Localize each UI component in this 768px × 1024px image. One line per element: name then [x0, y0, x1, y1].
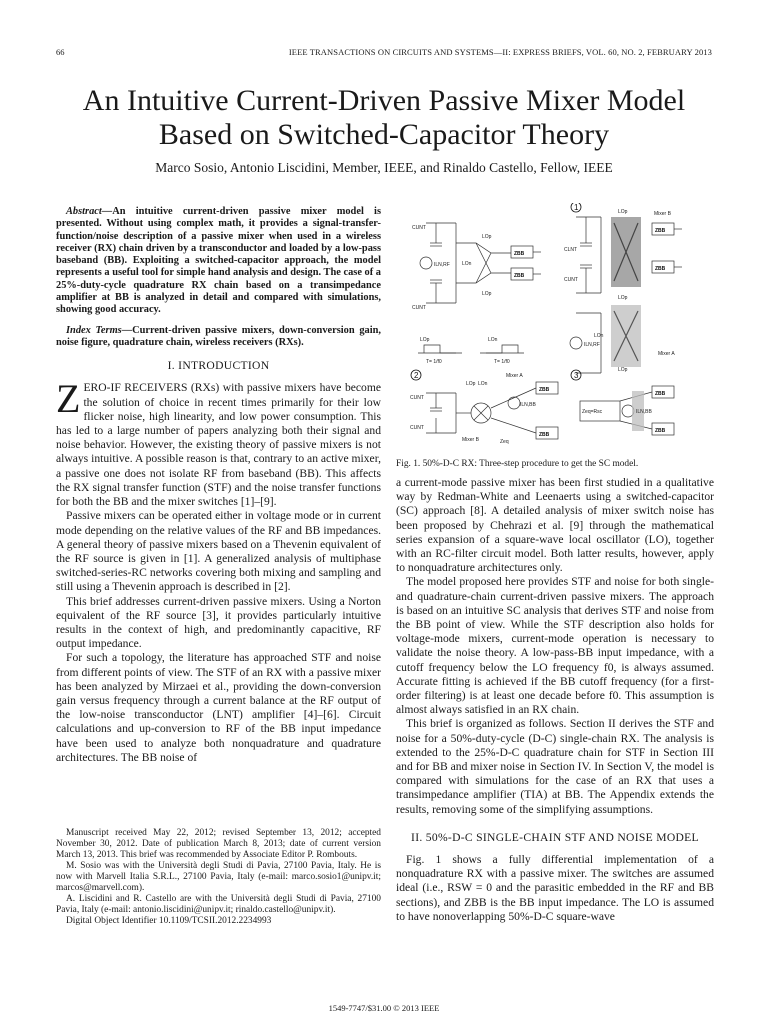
fig-label-period-1: T= 1/f0 — [426, 359, 442, 365]
fig-label-lop-1: LOp — [482, 234, 492, 240]
section-2-heading: II. 50%-D-C SINGLE-CHAIN STF AND NOISE MODEL — [411, 830, 699, 844]
intro-paragraph-4: For such a topology, the literature has approached STF and noise from different points of view. The STF of an RX with a passive mixer has been analyzed by Mirzaei et al., providing the down-conversion gain versus frequency through a current balance at the RF output of the low-noise transconductor (LNT) amplifier [4]–[6]. Circuit calculations and up-conversion to RF of the BB input impedance have been used to analyze both nonquadrature and quadrature architectures. The BB noise of — [56, 651, 381, 764]
fig-label-cunt-4: CUNT — [410, 395, 424, 401]
title-line-1: An Intuitive Current-Driven Passive Mixer Model — [82, 84, 686, 117]
fig-label-lop-3: LOp — [618, 209, 628, 215]
fig-label-cunt-5: CUNT — [410, 425, 424, 431]
fig-label-zbb-6: ZBB — [539, 432, 550, 438]
title-line-2: Based on Switched-Capacitor Theory — [158, 118, 610, 151]
fig-label-zbb-3: ZBB — [655, 228, 666, 234]
fig-label-lop-4: LOp — [618, 295, 628, 301]
fig-label-mixer-a-2: Mixer A — [506, 373, 523, 379]
intro-paragraph-3: This brief addresses current-driven passive mixers. Using a Norton equivalent of the RF source [3], it provides particularly intuitive results in the context of high, and predominantly capacitive, RF output impedance. — [56, 594, 381, 651]
paper-title — [40, 84, 728, 152]
fig-label-lon-3: LOn — [478, 381, 488, 387]
fig-label-zbb-4: ZBB — [655, 266, 666, 272]
fig-label-zeq: Zeq — [500, 439, 509, 445]
intro-paragraph-1: ZERO-IF RECEIVERS (RXs) with passive mixers have become the solution of choice in recent times primarily for their low flicker noise, high linearity, and low power consumption. This has led to a large number of papers analyzing both their signal and noise behavior. However, the existing theory of passive mixers is not always intuitive. A possible reason is that, contrary to an active mixer, a passive one does not isolate RF from baseband (BB). This affects the RX signal transfer function (STF) and the noise transfer functions for both the BB and the mixer switches [1]–[9]. — [56, 376, 381, 509]
fig-label-mixer-b-2: Mixer B — [462, 437, 479, 443]
fig-label-zbb-2: ZBB — [514, 273, 525, 279]
fig-step-3: 3 — [574, 371, 579, 380]
index-terms — [56, 325, 381, 350]
fig-label-zbb-1: ZBB — [514, 251, 525, 257]
abstract-lead: Abstract— — [66, 206, 113, 217]
fig-label-lon-wave: LOn — [488, 337, 498, 343]
journal-header: IEEE TRANSACTIONS ON CIRCUITS AND SYSTEMS—II: EXPRESS BRIEFS, VOL. 60, NO. 2, FEBRUARY 2013 — [288, 47, 712, 57]
footnote-manuscript: Manuscript received May 22, 2012; revised September 13, 2012; accepted November 30, 2012. Date of publication March 8, 2013; date of current version March 13, 2013. This brief was recommended by Associate Editor P. Rombouts. — [56, 828, 381, 860]
fig-label-mixer-a: Mixer A — [658, 351, 675, 357]
fig-step-1: 1 — [574, 203, 579, 212]
footnote-liscidini-castello: A. Liscidini and R. Castello are with the Università degli Studi di Pavia, 27100 Pavia, Italy (e-mail: antonio.liscidini@unipv.it; rinaldo.castello@unipv.it). — [56, 894, 381, 915]
index-terms-lead: Index Terms— — [66, 324, 133, 336]
fig-label-lop-6: LOp — [466, 381, 476, 387]
fig-label-ilnbb-2: ILN,BB — [636, 409, 652, 415]
fig-label-cunt-2: CUNT — [412, 305, 426, 311]
fig-label-lon-2: LOn — [594, 333, 604, 339]
figure-1-schematic — [396, 203, 718, 451]
intro-paragraph-2: Passive mixers can be operated either in voltage mode or in current mode depending on the relative values of the RF and BB impedances. A general theory of passive mixers based on a Thevenin equivalent of the RF source is given in [1]. A generalized analysis of multiphase switched-series-RC networks covering both mixing and sampling and still using a Thevenin approach is described in [2]. — [56, 509, 381, 594]
fig-label-cunt-3: CUNT — [564, 277, 578, 283]
right-column — [396, 476, 714, 924]
footnote-sosio: M. Sosio was with the Università degli Studi di Pavia, 27100 Pavia, Italy. He is now with Marvell Italia S.R.L., 27100 Pavia, Italy (e-mail: marco.sosio1@unipv.it; marcos@marvell.com). — [56, 861, 381, 893]
left-column — [56, 206, 381, 765]
fig-label-lop-5: LOp — [618, 367, 628, 373]
fig-label-mixer-b: Mixer B — [654, 211, 671, 217]
section-2-paragraph: Fig. 1 shows a fully differential implementation of a nonquadrature RX with a passive mixer. The switches are assumed ideal (i.e., RSW = 0 and the parasitic embedded in the RF and BB sections), and ZBB is the BB input impedance. The LO is assumed to have nonoverlapping 50%-D-C square-wave — [396, 853, 714, 923]
right-paragraph-3: This brief is organized as follows. Section II derives the STF and noise for a 50%-duty-cycle (D-C) single-chain RX. The analysis is extended to the 25%-D-C quadrature chain for STF in Section III and for BB and mixer noise in Section IV. In Section V, the model is compared with simulations for the case of an RX that uses a transimpedance amplifier (TIA) at BB. The Appendix extends the results, removing some of the simplifying assumptions. — [396, 717, 714, 816]
fig-label-clnt: CLNT — [564, 247, 578, 253]
footnote-doi: Digital Object Identifier 10.1109/TCSII.2012.2234993 — [66, 916, 272, 926]
fig-label-zbb-7: ZBB — [655, 391, 666, 397]
figure-1-caption: Fig. 1. 50%-D-C RX: Three-step procedure to get the SC model. — [396, 459, 639, 469]
fig-label-ilnbb: ILN,BB — [520, 402, 536, 408]
fig-label-zbb-8: ZBB — [655, 428, 666, 434]
fig-step-2: 2 — [414, 371, 419, 380]
index-terms-text: Current-driven passive mixers, down-conversion gain, noise figure, quadrature chain, wireless receivers (RXs). — [56, 324, 381, 348]
section-1-heading: I. INTRODUCTION — [167, 359, 270, 373]
fig-label-cunt-1: CUNT — [412, 225, 426, 231]
fig-label-period-2: T= 1/f0 — [494, 359, 510, 365]
fig-label-lop-2: LOp — [482, 291, 492, 297]
abstract-text: An intuitive current-driven passive mixer model is presented. Without using complex math, it provides a signal-transfer-function/noise description of a passive mixer when used in a wireless receiver (RX) chain driven by a transconductor and loaded by a low-pass baseband (BB). Exploiting a switched-capacitor approach, the model represents a useful tool for simple hand analysis and design. The case of a 25%-duty-cycle quadrature RX chain based on a transimpedance amplifier at BB is analyzed in detail and compared with simulations, showing good accuracy. — [56, 206, 381, 316]
right-paragraph-1: a current-mode passive mixer has been first studied in a qualitative way by Redman-White and Leenaerts using a switched-capacitor (SC) approach [8]. A detailed analysis of mixer switch noise has been proposed by Chehrazi et al. [9] through the mathematical series expansion of a square-wave local oscillator (LO), together with an RC-filter circuit model. Both latter results, however, apply to nonquadrature architectures only. — [396, 476, 714, 575]
authors: Marco Sosio, Antonio Liscidini, Member, IEEE, and Rinaldo Castello, Fellow, IEEE — [155, 160, 613, 175]
copyright-footer: 1549-7747/$31.00 © 2013 IEEE — [328, 1003, 440, 1013]
abstract — [56, 206, 381, 317]
fig-label-ilnrf-2: ILN,RF — [584, 342, 600, 348]
fig-label-zeq-rsc: Zeq=Rsc — [582, 409, 603, 415]
fig-label-lon-1: LOn — [462, 261, 472, 267]
fig-label-ilnrf: ILN,RF — [434, 262, 450, 268]
right-paragraph-2: The model proposed here provides STF and noise for both single- and quadrature-chain current-driven passive mixers. The approach is based on an intuitive SC analysis that derives STF and noise from the BB point of view. While the STF description also holds for voltage-mode mixers, current-mode operation is necessary to validate the noise theory. A low-pass-BB input impedance, with a cutoff frequency below the LO frequency f0, is always assumed. Accurate fitting is achieved if the BB cutoff frequency (for a first-order filtering) is at least one decade before f0. This assumption is almost always satisfied in an RX chain. — [396, 575, 714, 717]
fig-label-lop-wave: LOp — [420, 337, 430, 343]
fig-label-zbb-5: ZBB — [539, 387, 550, 393]
footnotes — [56, 828, 381, 927]
page-number: 66 — [56, 47, 65, 57]
